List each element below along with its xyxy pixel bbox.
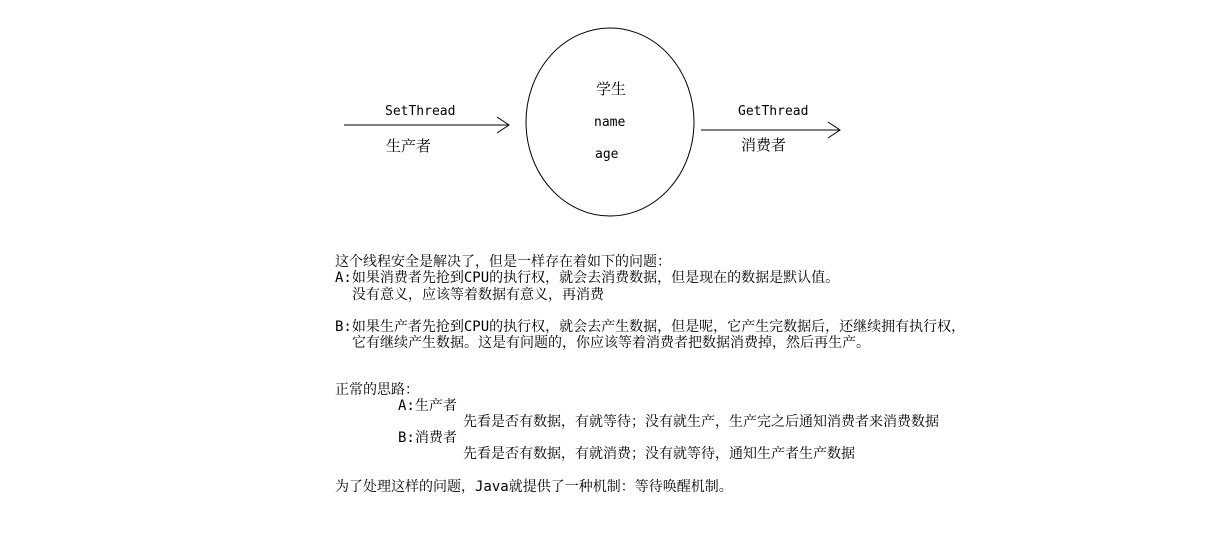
normal-title: 正常的思路： bbox=[335, 382, 419, 398]
normal-b-text: 先看是否有数据，有就消费；没有就等待，通知生产者生产数据 bbox=[463, 446, 855, 462]
consumer-thread-label: GetThread bbox=[738, 104, 809, 119]
problem-b-line1: B:如果生产者先抢到CPU的执行权，就会去产生数据，但是呢，它产生完数据后，还继续拥有执行权， bbox=[335, 319, 966, 335]
conclusion: 为了处理这样的问题，Java就提供了一种机制：等待唤醒机制。 bbox=[335, 479, 733, 495]
consumer-role-label: 消费者 bbox=[741, 136, 787, 154]
producer-thread-label: SetThread bbox=[385, 104, 456, 119]
problem-a-line1: A:如果消费者先抢到CPU的执行权，就会去消费数据，但是现在的数据是默认值。 bbox=[335, 270, 840, 286]
normal-b-label: B:消费者 bbox=[398, 430, 457, 446]
problem-a-line2: 没有意义，应该等着数据有意义，再消费 bbox=[352, 287, 604, 303]
resource-field-age: age bbox=[595, 147, 619, 162]
normal-a-text: 先看是否有数据，有就等待；没有就生产，生产完之后通知消费者来消费数据 bbox=[463, 414, 939, 430]
resource-title: 学生 bbox=[596, 80, 627, 98]
resource-field-name: name bbox=[594, 115, 626, 130]
producer-role-label: 生产者 bbox=[386, 137, 432, 155]
problem-b-line2: 它有继续产生数据。这是有问题的，你应该等着消费者把数据消费掉，然后再生产。 bbox=[352, 335, 870, 351]
notes-intro: 这个线程安全是解决了，但是一样存在着如下的问题： bbox=[335, 254, 671, 270]
normal-a-label: A:生产者 bbox=[398, 398, 457, 414]
